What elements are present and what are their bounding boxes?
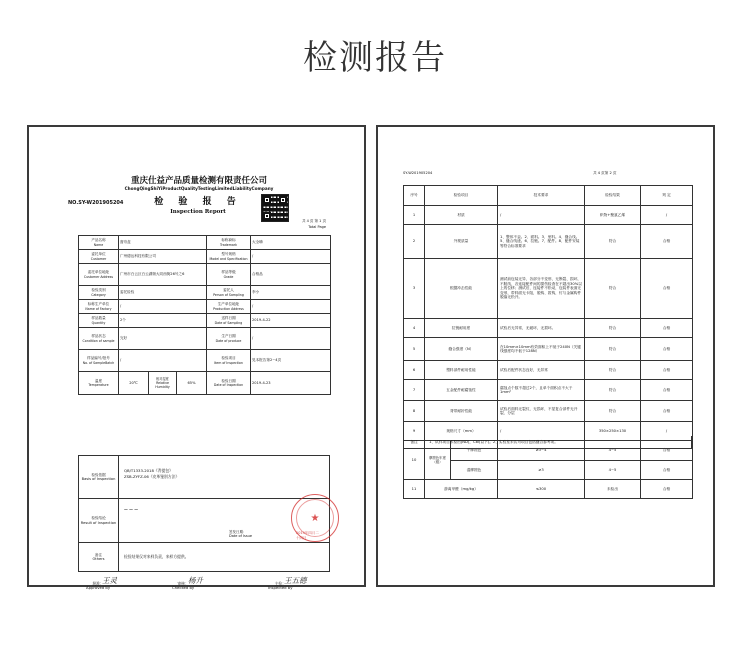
table-cell: 合格 — [641, 460, 693, 480]
table-cell: 拉链耐用度 — [425, 319, 498, 338]
table-cell: 检验项目 Item of Inspection — [207, 350, 251, 372]
table-row — [79, 236, 331, 250]
info-table — [78, 235, 331, 395]
table-cell: 350×250×130 — [585, 422, 641, 441]
table-cell: 合格 — [641, 225, 693, 259]
table-cell: 符合 — [585, 338, 641, 361]
table-cell: / — [251, 328, 331, 350]
table-cell: 广州德达科技有限公司 — [119, 250, 207, 264]
stamp-date: 2019年四月二十四日 — [296, 531, 319, 540]
company-name: 重庆仕益产品质量检测有限责任公司 — [130, 176, 267, 186]
table-cell: 测试前包装无异，各部分不变形，无断裂、损坏，不脱线，各连接配件间的损伤检查在不超出30%以上的位移；测试后，连接件不松动，包装件表面无变形，带料面无卡阻，脱钩、拔钩，钉与金属构件脱落无松开。 — [498, 259, 585, 319]
table-cell: 7 — [404, 380, 425, 401]
table-row — [404, 401, 693, 422]
company-name-en: ChongQingShiYiProductQualityTestingLimitedLiabilityCompany — [124, 186, 274, 191]
table-row — [404, 259, 693, 319]
table-row — [79, 286, 331, 300]
table-cell: 标称生产单位 Name of Factory — [79, 300, 119, 314]
table-cell: 外观质量 — [425, 225, 498, 259]
table-cell: 背带耐折性能 — [425, 401, 498, 422]
table-cell: 试验后面料无裂纹，无损坏，不显复合部件无开裂、分层 — [498, 401, 585, 422]
table-cell: 李小 — [251, 286, 331, 300]
table-cell: 大全嗨 — [251, 236, 331, 250]
table-cell: 织物+聚氯乙烯 — [585, 206, 641, 225]
table-cell: 合格 — [641, 401, 693, 422]
table-row — [79, 328, 331, 350]
table-cell: / — [498, 206, 585, 225]
table-cell: 委托检验 — [119, 286, 207, 300]
table-cell: 温度 Temperature — [79, 372, 119, 395]
signature-row — [78, 576, 338, 602]
report-cover-content — [68, 174, 326, 591]
table-header-row — [404, 186, 693, 206]
report-results-page — [376, 125, 715, 587]
approved-signature: 批准： Approved by 王灵 — [86, 576, 117, 591]
table-cell: 委托人 Person of Sampling — [207, 286, 251, 300]
table-cell: 委托单位 Customer — [79, 250, 119, 264]
table-row — [404, 480, 693, 499]
official-stamp-icon: ★ — [291, 494, 339, 542]
table-cell: 20℃ 相对湿度 Relative Humidity 65% — [119, 372, 207, 395]
table-cell: 合格 — [641, 319, 693, 338]
report-cover-page — [27, 125, 366, 591]
table-cell: 窗帘盒 — [119, 236, 207, 250]
results-report-number: SY-W201905204 — [403, 171, 433, 175]
result-value: — — — — [124, 506, 139, 511]
column-header: 检验项目 — [425, 186, 498, 206]
result-section: 检验结论 Result of Inspection — — — 签发日期： Date of Issue — [78, 499, 330, 543]
table-cell: 1、整体不歪。2、面料。3、里料。4、缝合线。5、缝合线迹。6、拉链。7、配件。8、配件安装等符合标准要求 — [498, 225, 585, 259]
table-cell: 完好 — [119, 328, 207, 350]
report-number: NO.SY-W201905204 — [68, 200, 124, 206]
table-row — [79, 264, 331, 286]
table-cell: 3 — [404, 259, 425, 319]
table-cell: 产品名称 Name — [79, 236, 119, 250]
report-title-en: Inspection Report — [170, 209, 226, 215]
table-row — [79, 372, 331, 395]
results-remark: 备注 1、试样项目未检出(ND)，Cbl(以下)。2、实验室未认可项目包括缝合参考项。 — [403, 436, 692, 449]
table-cell: 腐蚀点个数不超过2个，且单个面积点不大于1mm² — [498, 380, 585, 401]
table-cell: / — [251, 250, 331, 264]
remark-section: 备注 Others 检验结果仅对来样负责，来样方提供。 — [78, 543, 330, 572]
table-cell: 摩擦色牢度（级） 干摩擦色 湿摩擦色 — [425, 441, 498, 480]
results-table — [403, 185, 693, 499]
table-cell: 游离甲醛（mg/kg） — [425, 480, 498, 499]
issue-date-label: 签发日期： Date of Issue — [229, 530, 253, 539]
inspected-signature: 主检： Inspected by 王五德 — [268, 576, 307, 591]
table-cell: 4~5 — [585, 460, 641, 480]
table-cell: 符合 — [585, 380, 641, 401]
table-cell: 符合 — [585, 401, 641, 422]
table-row — [404, 206, 693, 225]
table-cell: 规格尺寸（mm） — [425, 422, 498, 441]
table-cell: 合格 — [641, 480, 693, 499]
table-row — [79, 314, 331, 328]
table-cell: / — [498, 422, 585, 441]
table-cell: 10 — [404, 441, 425, 480]
table-cell: 4~5 — [585, 441, 641, 461]
table-cell: 11 — [404, 480, 425, 499]
qr-code-icon — [261, 194, 289, 222]
table-cell: 样品等级 Grade — [207, 264, 251, 286]
remark-value: 检验结果仅对来样负责，来样方提供。 — [124, 554, 189, 559]
table-cell: 6 — [404, 361, 425, 380]
table-cell: 1 — [404, 206, 425, 225]
page-title: 检测报告 — [303, 38, 447, 78]
table-cell: 检验日期 Date of Inspection — [207, 372, 251, 395]
table-cell: 合格 — [641, 380, 693, 401]
table-cell: ≥3 — [498, 460, 585, 480]
table-cell: 9 — [404, 422, 425, 441]
table-cell: ≤300 — [498, 480, 585, 499]
table-cell: 符合 — [585, 259, 641, 319]
basis-line-2: ZSB-ZYFZ-06《皮革鉴别方法》 — [124, 474, 180, 479]
table-row — [404, 319, 693, 338]
table-cell: / — [641, 206, 693, 225]
table-cell: 标称商标 Trademark — [207, 236, 251, 250]
table-cell: 2019-4-23 — [251, 372, 331, 395]
table-row — [79, 250, 331, 264]
checked-signature: 审核： Checked by 杨升 — [172, 576, 203, 591]
column-header: 检验结果 — [585, 186, 641, 206]
results-page-count: 共 4 页第 2 页 — [593, 171, 617, 175]
page-count: 共 4 页 第 1 页 — [301, 219, 326, 223]
table-cell: 塑料部件耐用性能 — [425, 361, 498, 380]
table-row — [404, 380, 693, 401]
table-cell: 未检出 — [585, 480, 641, 499]
table-cell: 在10mm×10mm有效面积上不低于240N（关键线强度均不低于128N） — [498, 338, 585, 361]
table-cell: 合格 — [641, 259, 693, 319]
table-cell: 合格 — [641, 441, 693, 461]
table-cell: 见本报告第2~4页 — [251, 350, 331, 372]
table-cell: / — [251, 300, 331, 314]
total-page-label: Total Page — [308, 225, 326, 229]
table-cell: 8 — [404, 401, 425, 422]
table-cell: 符合 — [585, 361, 641, 380]
table-cell: 生产日期 Date of produce — [207, 328, 251, 350]
table-cell: 符合 — [585, 225, 641, 259]
table-cell: 生产单位地址 Production Address — [207, 300, 251, 314]
table-cell: 样品状态 Condition of sample — [79, 328, 119, 350]
table-cell: ≥3~4 — [498, 441, 585, 461]
table-cell: 2 — [404, 225, 425, 259]
table-cell: 合格 — [641, 338, 693, 361]
column-header: 判 定 — [641, 186, 693, 206]
table-cell: 样品编号/批号 No. of SampleBatch — [79, 350, 119, 372]
table-cell: 检验类别 Category — [79, 286, 119, 300]
table-cell: 材质 — [425, 206, 498, 225]
basis-section: 检验依据 Basis of Inspection QB/T1333-2018《背提包》 ZSB-ZYFZ-06《皮革鉴别方法》 — [78, 455, 330, 499]
table-cell: 试验后无异常，无破坏，无损坏。 — [498, 319, 585, 338]
report-title: 检 验 报 告 — [154, 197, 242, 207]
table-row — [404, 361, 693, 380]
table-cell: 符合 — [585, 319, 641, 338]
table-cell: 型号规格 Model and Specification — [207, 250, 251, 264]
table-cell: / — [641, 422, 693, 441]
table-cell: 委托单位地址 Customer Address — [79, 264, 119, 286]
table-row — [79, 350, 331, 372]
table-cell: 送样日期 Date of Sampling — [207, 314, 251, 328]
table-cell: 广州市白云区白云湖街大同西街26号之6 — [119, 264, 207, 286]
table-cell: 2019-4-22 — [251, 314, 331, 328]
table-cell: 2个 — [119, 314, 207, 328]
basis-line-1: QB/T1333-2018《背提包》 — [124, 468, 173, 473]
table-cell: 样品数量 Quantity — [79, 314, 119, 328]
table-cell: 根据冲击性能 — [425, 259, 498, 319]
table-row — [404, 338, 693, 361]
table-cell: 5 — [404, 338, 425, 361]
column-header: 技术要求 — [498, 186, 585, 206]
table-cell: 缝合强度（N） — [425, 338, 498, 361]
table-row — [404, 225, 693, 259]
table-cell: 合格品 — [251, 264, 331, 286]
table-cell: 4 — [404, 319, 425, 338]
table-cell: 试验后配件状态良好，无异常 — [498, 361, 585, 380]
table-cell: 五金配件耐腐蚀性 — [425, 380, 498, 401]
table-cell: / — [119, 350, 207, 372]
table-row — [79, 300, 331, 314]
table-cell: 合格 — [641, 361, 693, 380]
table-cell: / — [119, 300, 207, 314]
column-header: 序号 — [404, 186, 425, 206]
